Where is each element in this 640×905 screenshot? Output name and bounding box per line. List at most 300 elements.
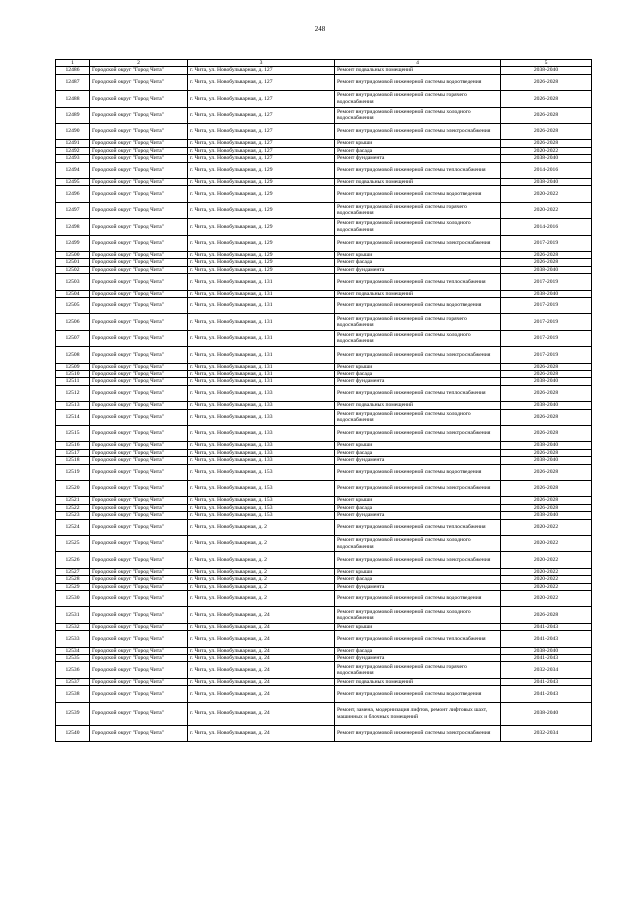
- period-cell: 2017-2019: [501, 347, 592, 363]
- municipality-cell: Городской округ "Город Чита": [90, 623, 188, 630]
- work-type-cell: Ремонт фасада: [335, 449, 501, 456]
- address-cell: г. Чита, ул. Новобульварная, д. 2: [188, 568, 335, 575]
- row-number: 12506: [56, 314, 90, 330]
- municipality-cell: Городской округ "Город Чита": [90, 425, 188, 441]
- address-cell: г. Чита, ул. Новобульварная, д. 133: [188, 409, 335, 425]
- period-cell: 2014-2016: [501, 219, 592, 235]
- period-cell: 2026-2028: [501, 480, 592, 496]
- municipality-cell: Городской округ "Город Чита": [90, 91, 188, 107]
- address-cell: г. Чита, ул. Новобульварная, д. 131: [188, 330, 335, 346]
- address-cell: г. Чита, ул. Новобульварная, д. 24: [188, 678, 335, 685]
- municipality-cell: Городской округ "Город Чита": [90, 251, 188, 258]
- address-cell: г. Чита, ул. Новобульварная, д. 153: [188, 512, 335, 519]
- row-number: 12518: [56, 457, 90, 464]
- work-type-cell: Ремонт подвальных помещений: [335, 402, 501, 409]
- table-row: [56, 480, 592, 496]
- row-number: 12488: [56, 91, 90, 107]
- municipality-cell: Городской округ "Город Чита": [90, 363, 188, 370]
- work-type-cell: Ремонт внутридомовой инженерной системы горячего водоснабжения: [335, 314, 501, 330]
- period-cell: 2041-2043: [501, 654, 592, 661]
- period-cell: 2038-2040: [501, 178, 592, 185]
- table-body: [56, 67, 592, 742]
- period-cell: 2038-2040: [501, 457, 592, 464]
- municipality-cell: Городской округ "Город Чита": [90, 147, 188, 154]
- work-type-cell: Ремонт фундамента: [335, 654, 501, 661]
- municipality-cell: Городской округ "Город Чита": [90, 568, 188, 575]
- row-number: 12535: [56, 654, 90, 661]
- municipality-cell: Городской округ "Город Чита": [90, 290, 188, 297]
- work-type-cell: Ремонт внутридомовой инженерной системы электроснабжения: [335, 347, 501, 363]
- work-type-cell: Ремонт крыши: [335, 442, 501, 449]
- address-cell: г. Чита, ул. Новобульварная, д. 129: [188, 162, 335, 178]
- address-cell: г. Чита, ул. Новобульварная, д. 129: [188, 235, 335, 251]
- work-type-cell: Ремонт внутридомовой инженерной системы холодного водоснабжения: [335, 107, 501, 123]
- table-row: [56, 409, 592, 425]
- municipality-cell: Городской округ "Город Чита": [90, 457, 188, 464]
- municipality-cell: Городской округ "Город Чита": [90, 702, 188, 725]
- work-type-cell: Ремонт фундамента: [335, 457, 501, 464]
- row-number: 12507: [56, 330, 90, 346]
- work-type-cell: Ремонт фундамента: [335, 583, 501, 590]
- table-row: [56, 219, 592, 235]
- period-cell: 2038-2040: [501, 155, 592, 162]
- row-number: 12505: [56, 297, 90, 313]
- table-row: [56, 725, 592, 741]
- work-type-cell: Ремонт подвальных помещений: [335, 678, 501, 685]
- period-cell: 2041-2043: [501, 686, 592, 702]
- column-header-number: 1: [56, 60, 90, 67]
- municipality-cell: Городской округ "Город Чита": [90, 219, 188, 235]
- row-number: 12527: [56, 568, 90, 575]
- municipality-cell: Городской округ "Город Чита": [90, 162, 188, 178]
- table-row: [56, 123, 592, 139]
- address-cell: г. Чита, ул. Новобульварная, д. 127: [188, 74, 335, 90]
- row-number: 12529: [56, 583, 90, 590]
- municipality-cell: Городской округ "Город Чита": [90, 370, 188, 377]
- table-row: [56, 202, 592, 218]
- period-cell: 2017-2019: [501, 235, 592, 251]
- municipality-cell: Городской округ "Город Чита": [90, 330, 188, 346]
- table-row: [56, 162, 592, 178]
- table-row: [56, 330, 592, 346]
- period-cell: 2038-2040: [501, 442, 592, 449]
- table-row: [56, 535, 592, 551]
- row-number: 12539: [56, 702, 90, 725]
- work-type-cell: Ремонт крыши: [335, 497, 501, 504]
- address-cell: г. Чита, ул. Новобульварная, д. 129: [188, 259, 335, 266]
- municipality-cell: Городской округ "Город Чита": [90, 678, 188, 685]
- period-cell: 2038-2040: [501, 512, 592, 519]
- period-cell: 2038-2040: [501, 702, 592, 725]
- work-type-cell: Ремонт крыши: [335, 251, 501, 258]
- period-cell: 2026-2028: [501, 409, 592, 425]
- table-row: [56, 512, 592, 519]
- row-number: 12525: [56, 535, 90, 551]
- table-row: [56, 623, 592, 630]
- row-number: 12489: [56, 107, 90, 123]
- column-header-work-type: 4: [335, 60, 501, 67]
- work-type-cell: Ремонт внутридомовой инженерной системы водоотведения: [335, 686, 501, 702]
- address-cell: г. Чита, ул. Новобульварная, д. 129: [188, 251, 335, 258]
- address-cell: г. Чита, ул. Новобульварная, д. 24: [188, 686, 335, 702]
- row-number: 12492: [56, 147, 90, 154]
- address-cell: г. Чита, ул. Новобульварная, д. 131: [188, 274, 335, 290]
- work-type-cell: Ремонт фундамента: [335, 378, 501, 385]
- table-row: [56, 91, 592, 107]
- period-cell: 2020-2022: [501, 568, 592, 575]
- address-cell: г. Чита, ул. Новобульварная, д. 2: [188, 576, 335, 583]
- address-cell: г. Чита, ул. Новобульварная, д. 24: [188, 631, 335, 647]
- municipality-cell: Городской округ "Город Чита": [90, 140, 188, 147]
- table-row: [56, 576, 592, 583]
- work-type-cell: Ремонт внутридомовой инженерной системы водоотведения: [335, 186, 501, 202]
- row-number: 12502: [56, 266, 90, 273]
- address-cell: г. Чита, ул. Новобульварная, д. 2: [188, 535, 335, 551]
- table-row: [56, 314, 592, 330]
- row-number: 12509: [56, 363, 90, 370]
- work-type-cell: Ремонт внутридомовой инженерной системы холодного водоснабжения: [335, 409, 501, 425]
- period-cell: 2020-2022: [501, 147, 592, 154]
- table-row: [56, 259, 592, 266]
- row-number: 12519: [56, 464, 90, 480]
- period-cell: 2038-2040: [501, 290, 592, 297]
- address-cell: г. Чита, ул. Новобульварная, д. 133: [188, 457, 335, 464]
- row-number: 12523: [56, 512, 90, 519]
- period-cell: 2026-2028: [501, 370, 592, 377]
- period-cell: 2041-2043: [501, 623, 592, 630]
- table-header-row: [56, 60, 592, 67]
- table-row: [56, 678, 592, 685]
- table-row: [56, 552, 592, 568]
- table-row: [56, 370, 592, 377]
- work-type-cell: Ремонт внутридомовой инженерной системы горячего водоснабжения: [335, 202, 501, 218]
- municipality-cell: Городской округ "Город Чита": [90, 266, 188, 273]
- address-cell: г. Чита, ул. Новобульварная, д. 133: [188, 442, 335, 449]
- row-number: 12536: [56, 662, 90, 678]
- work-type-cell: Ремонт внутридомовой инженерной системы электроснабжения: [335, 123, 501, 139]
- period-cell: 2026-2028: [501, 123, 592, 139]
- row-number: 12493: [56, 155, 90, 162]
- table-row: [56, 583, 592, 590]
- period-cell: 2038-2040: [501, 266, 592, 273]
- work-type-cell: Ремонт фасада: [335, 576, 501, 583]
- work-type-cell: Ремонт фундамента: [335, 266, 501, 273]
- column-header-municipality: 2: [90, 60, 188, 67]
- address-cell: г. Чита, ул. Новобульварная, д. 127: [188, 123, 335, 139]
- table-row: [56, 647, 592, 654]
- period-cell: 2026-2028: [501, 425, 592, 441]
- table-row: [56, 686, 592, 702]
- period-cell: 2026-2028: [501, 504, 592, 511]
- municipality-cell: Городской округ "Город Чита": [90, 725, 188, 741]
- period-cell: 2041-2043: [501, 678, 592, 685]
- column-header-period: 5: [501, 60, 592, 67]
- table-row: [56, 74, 592, 90]
- row-number: 12534: [56, 647, 90, 654]
- period-cell: 2038-2040: [501, 67, 592, 74]
- municipality-cell: Городской округ "Город Чита": [90, 67, 188, 74]
- work-type-cell: Ремонт внутридомовой инженерной системы водоотведения: [335, 464, 501, 480]
- work-type-cell: Ремонт внутридомовой инженерной системы теплоснабжения: [335, 631, 501, 647]
- table-row: [56, 504, 592, 511]
- table-row: [56, 347, 592, 363]
- municipality-cell: Городской округ "Город Чита": [90, 235, 188, 251]
- municipality-cell: Городской округ "Город Чита": [90, 74, 188, 90]
- row-number: 12517: [56, 449, 90, 456]
- work-type-cell: Ремонт подвальных помещений: [335, 290, 501, 297]
- table-row: [56, 186, 592, 202]
- address-cell: г. Чита, ул. Новобульварная, д. 153: [188, 480, 335, 496]
- municipality-cell: Городской округ "Город Чита": [90, 497, 188, 504]
- address-cell: г. Чита, ул. Новобульварная, д. 131: [188, 378, 335, 385]
- address-cell: г. Чита, ул. Новобульварная, д. 24: [188, 725, 335, 741]
- table-row: [56, 662, 592, 678]
- work-type-cell: Ремонт внутридомовой инженерной системы холодного водоснабжения: [335, 330, 501, 346]
- row-number: 12496: [56, 186, 90, 202]
- work-type-cell: Ремонт крыши: [335, 140, 501, 147]
- municipality-cell: Городской округ "Город Чита": [90, 535, 188, 551]
- municipality-cell: Городской округ "Город Чита": [90, 402, 188, 409]
- row-number: 12530: [56, 590, 90, 606]
- address-cell: г. Чита, ул. Новобульварная, д. 131: [188, 363, 335, 370]
- period-cell: 2020-2022: [501, 519, 592, 535]
- municipality-cell: Городской округ "Город Чита": [90, 274, 188, 290]
- table-row: [56, 251, 592, 258]
- address-cell: г. Чита, ул. Новобульварная, д. 131: [188, 370, 335, 377]
- period-cell: 2032-2034: [501, 662, 592, 678]
- municipality-cell: Городской округ "Город Чита": [90, 409, 188, 425]
- table-row: [56, 457, 592, 464]
- row-number: 12521: [56, 497, 90, 504]
- row-number: 12531: [56, 607, 90, 623]
- row-number: 12514: [56, 409, 90, 425]
- period-cell: 2041-2043: [501, 631, 592, 647]
- work-type-cell: Ремонт внутридомовой инженерной системы теплоснабжения: [335, 274, 501, 290]
- work-type-cell: Ремонт внутридомовой инженерной системы водоотведения: [335, 74, 501, 90]
- address-cell: г. Чита, ул. Новобульварная, д. 133: [188, 385, 335, 401]
- municipality-cell: Городской округ "Город Чита": [90, 512, 188, 519]
- table-row: [56, 590, 592, 606]
- work-type-cell: Ремонт внутридомовой инженерной системы электроснабжения: [335, 425, 501, 441]
- municipality-cell: Городской округ "Город Чита": [90, 662, 188, 678]
- row-number: 12528: [56, 576, 90, 583]
- work-type-cell: Ремонт внутридомовой инженерной системы водоотведения: [335, 297, 501, 313]
- period-cell: 2038-2040: [501, 378, 592, 385]
- address-cell: г. Чита, ул. Новобульварная, д. 131: [188, 314, 335, 330]
- row-number: 12515: [56, 425, 90, 441]
- row-number: 12537: [56, 678, 90, 685]
- row-number: 12510: [56, 370, 90, 377]
- table-row: [56, 519, 592, 535]
- row-number: 12498: [56, 219, 90, 235]
- period-cell: 2020-2022: [501, 202, 592, 218]
- address-cell: г. Чита, ул. Новобульварная, д. 129: [188, 266, 335, 273]
- address-cell: г. Чита, ул. Новобульварная, д. 2: [188, 583, 335, 590]
- work-type-cell: Ремонт фасада: [335, 147, 501, 154]
- work-type-cell: Ремонт внутридомовой инженерной системы электроснабжения: [335, 480, 501, 496]
- row-number: 12500: [56, 251, 90, 258]
- work-type-cell: Ремонт крыши: [335, 363, 501, 370]
- municipality-cell: Городской округ "Город Чита": [90, 449, 188, 456]
- table-row: [56, 107, 592, 123]
- municipality-cell: Городской округ "Город Чита": [90, 178, 188, 185]
- period-cell: 2038-2040: [501, 402, 592, 409]
- address-cell: г. Чита, ул. Новобульварная, д. 24: [188, 654, 335, 661]
- repair-schedule-table: [55, 59, 592, 742]
- municipality-cell: Городской округ "Город Чита": [90, 504, 188, 511]
- municipality-cell: Городской округ "Город Чита": [90, 686, 188, 702]
- table-row: [56, 385, 592, 401]
- row-number: 12497: [56, 202, 90, 218]
- table-row: [56, 67, 592, 74]
- row-number: 12508: [56, 347, 90, 363]
- row-number: 12503: [56, 274, 90, 290]
- address-cell: г. Чита, ул. Новобульварная, д. 131: [188, 297, 335, 313]
- table-row: [56, 631, 592, 647]
- row-number: 12526: [56, 552, 90, 568]
- address-cell: г. Чита, ул. Новобульварная, д. 24: [188, 702, 335, 725]
- address-cell: г. Чита, ул. Новобульварная, д. 131: [188, 290, 335, 297]
- table-row: [56, 266, 592, 273]
- address-cell: г. Чита, ул. Новобульварная, д. 127: [188, 107, 335, 123]
- address-cell: г. Чита, ул. Новобульварная, д. 127: [188, 155, 335, 162]
- row-number: 12524: [56, 519, 90, 535]
- municipality-cell: Городской округ "Город Чита": [90, 654, 188, 661]
- period-cell: 2026-2028: [501, 140, 592, 147]
- address-cell: г. Чита, ул. Новобульварная, д. 153: [188, 497, 335, 504]
- period-cell: 2026-2028: [501, 385, 592, 401]
- work-type-cell: Ремонт внутридомовой инженерной системы холодного водоснабжения: [335, 219, 501, 235]
- municipality-cell: Городской округ "Город Чита": [90, 442, 188, 449]
- table-row: [56, 290, 592, 297]
- municipality-cell: Городской округ "Город Чита": [90, 123, 188, 139]
- work-type-cell: Ремонт внутридомовой инженерной системы электроснабжения: [335, 725, 501, 741]
- table-row: [56, 274, 592, 290]
- table-row: [56, 449, 592, 456]
- period-cell: 2020-2022: [501, 186, 592, 202]
- address-cell: г. Чита, ул. Новобульварная, д. 24: [188, 607, 335, 623]
- period-cell: 2026-2028: [501, 497, 592, 504]
- period-cell: 2026-2028: [501, 363, 592, 370]
- table-row: [56, 363, 592, 370]
- table-row: [56, 464, 592, 480]
- address-cell: г. Чита, ул. Новобульварная, д. 133: [188, 402, 335, 409]
- period-cell: 2026-2028: [501, 91, 592, 107]
- address-cell: г. Чита, ул. Новобульварная, д. 127: [188, 140, 335, 147]
- work-type-cell: Ремонт крыши: [335, 568, 501, 575]
- address-cell: г. Чита, ул. Новобульварная, д. 129: [188, 219, 335, 235]
- table-row: [56, 702, 592, 725]
- period-cell: 2017-2019: [501, 330, 592, 346]
- municipality-cell: Городской округ "Город Чита": [90, 464, 188, 480]
- work-type-cell: Ремонт внутридомовой инженерной системы теплоснабжения: [335, 162, 501, 178]
- municipality-cell: Городской округ "Город Чита": [90, 576, 188, 583]
- municipality-cell: Городской округ "Город Чита": [90, 107, 188, 123]
- period-cell: 2020-2022: [501, 590, 592, 606]
- row-number: 12522: [56, 504, 90, 511]
- address-cell: г. Чита, ул. Новобульварная, д. 133: [188, 425, 335, 441]
- address-cell: г. Чита, ул. Новобульварная, д. 127: [188, 67, 335, 74]
- work-type-cell: Ремонт внутридомовой инженерной системы теплоснабжения: [335, 519, 501, 535]
- period-cell: 2020-2022: [501, 576, 592, 583]
- municipality-cell: Городской округ "Город Чита": [90, 590, 188, 606]
- address-cell: г. Чита, ул. Новобульварная, д. 24: [188, 662, 335, 678]
- work-type-cell: Ремонт фундамента: [335, 155, 501, 162]
- work-type-cell: Ремонт внутридомовой инженерной системы горячего водоснабжения: [335, 662, 501, 678]
- work-type-cell: Ремонт фасада: [335, 504, 501, 511]
- municipality-cell: Городской округ "Город Чита": [90, 202, 188, 218]
- row-number: 12487: [56, 74, 90, 90]
- work-type-cell: Ремонт подвальных помещений: [335, 67, 501, 74]
- column-header-address: 3: [188, 60, 335, 67]
- municipality-cell: Городской округ "Город Чита": [90, 297, 188, 313]
- row-number: 12491: [56, 140, 90, 147]
- period-cell: 2026-2028: [501, 607, 592, 623]
- work-type-cell: Ремонт, замена, модернизация лифтов, ремонт лифтовых шахт, машинных и блочных помещений: [335, 702, 501, 725]
- municipality-cell: Городской округ "Город Чита": [90, 647, 188, 654]
- municipality-cell: Городской округ "Город Чита": [90, 347, 188, 363]
- address-cell: г. Чита, ул. Новобульварная, д. 133: [188, 449, 335, 456]
- municipality-cell: Городской округ "Город Чита": [90, 259, 188, 266]
- table-row: [56, 402, 592, 409]
- address-cell: г. Чита, ул. Новобульварная, д. 2: [188, 590, 335, 606]
- work-type-cell: Ремонт внутридомовой инженерной системы холодного водоснабжения: [335, 607, 501, 623]
- row-number: 12494: [56, 162, 90, 178]
- period-cell: 2032-2034: [501, 725, 592, 741]
- period-cell: 2026-2028: [501, 464, 592, 480]
- table-row: [56, 178, 592, 185]
- municipality-cell: Городской округ "Город Чита": [90, 480, 188, 496]
- address-cell: г. Чита, ул. Новобульварная, д. 131: [188, 347, 335, 363]
- municipality-cell: Городской округ "Город Чита": [90, 583, 188, 590]
- table-row: [56, 654, 592, 661]
- row-number: 12504: [56, 290, 90, 297]
- row-number: 12516: [56, 442, 90, 449]
- row-number: 12520: [56, 480, 90, 496]
- work-type-cell: Ремонт фасада: [335, 647, 501, 654]
- row-number: 12495: [56, 178, 90, 185]
- period-cell: 2026-2028: [501, 449, 592, 456]
- period-cell: 2026-2028: [501, 107, 592, 123]
- period-cell: 2017-2019: [501, 274, 592, 290]
- row-number: 12533: [56, 631, 90, 647]
- table-row: [56, 147, 592, 154]
- address-cell: г. Чита, ул. Новобульварная, д. 129: [188, 202, 335, 218]
- period-cell: 2017-2019: [501, 314, 592, 330]
- work-type-cell: Ремонт подвальных помещений: [335, 178, 501, 185]
- period-cell: 2014-2016: [501, 162, 592, 178]
- work-type-cell: Ремонт внутридомовой инженерной системы холодного водоснабжения: [335, 535, 501, 551]
- period-cell: 2020-2022: [501, 535, 592, 551]
- work-type-cell: Ремонт крыши: [335, 623, 501, 630]
- work-type-cell: Ремонт фасада: [335, 259, 501, 266]
- municipality-cell: Городской округ "Город Чита": [90, 552, 188, 568]
- row-number: 12512: [56, 385, 90, 401]
- municipality-cell: Городской округ "Город Чита": [90, 385, 188, 401]
- address-cell: г. Чита, ул. Новобульварная, д. 2: [188, 519, 335, 535]
- address-cell: г. Чита, ул. Новобульварная, д. 24: [188, 623, 335, 630]
- work-type-cell: Ремонт внутридомовой инженерной системы теплоснабжения: [335, 385, 501, 401]
- municipality-cell: Городской округ "Город Чита": [90, 607, 188, 623]
- row-number: 12499: [56, 235, 90, 251]
- period-cell: 2020-2022: [501, 552, 592, 568]
- address-cell: г. Чита, ул. Новобульварная, д. 127: [188, 91, 335, 107]
- row-number: 12513: [56, 402, 90, 409]
- row-number: 12490: [56, 123, 90, 139]
- municipality-cell: Городской округ "Город Чита": [90, 186, 188, 202]
- page-number: 248: [314, 25, 326, 33]
- work-type-cell: Ремонт внутридомовой инженерной системы электроснабжения: [335, 552, 501, 568]
